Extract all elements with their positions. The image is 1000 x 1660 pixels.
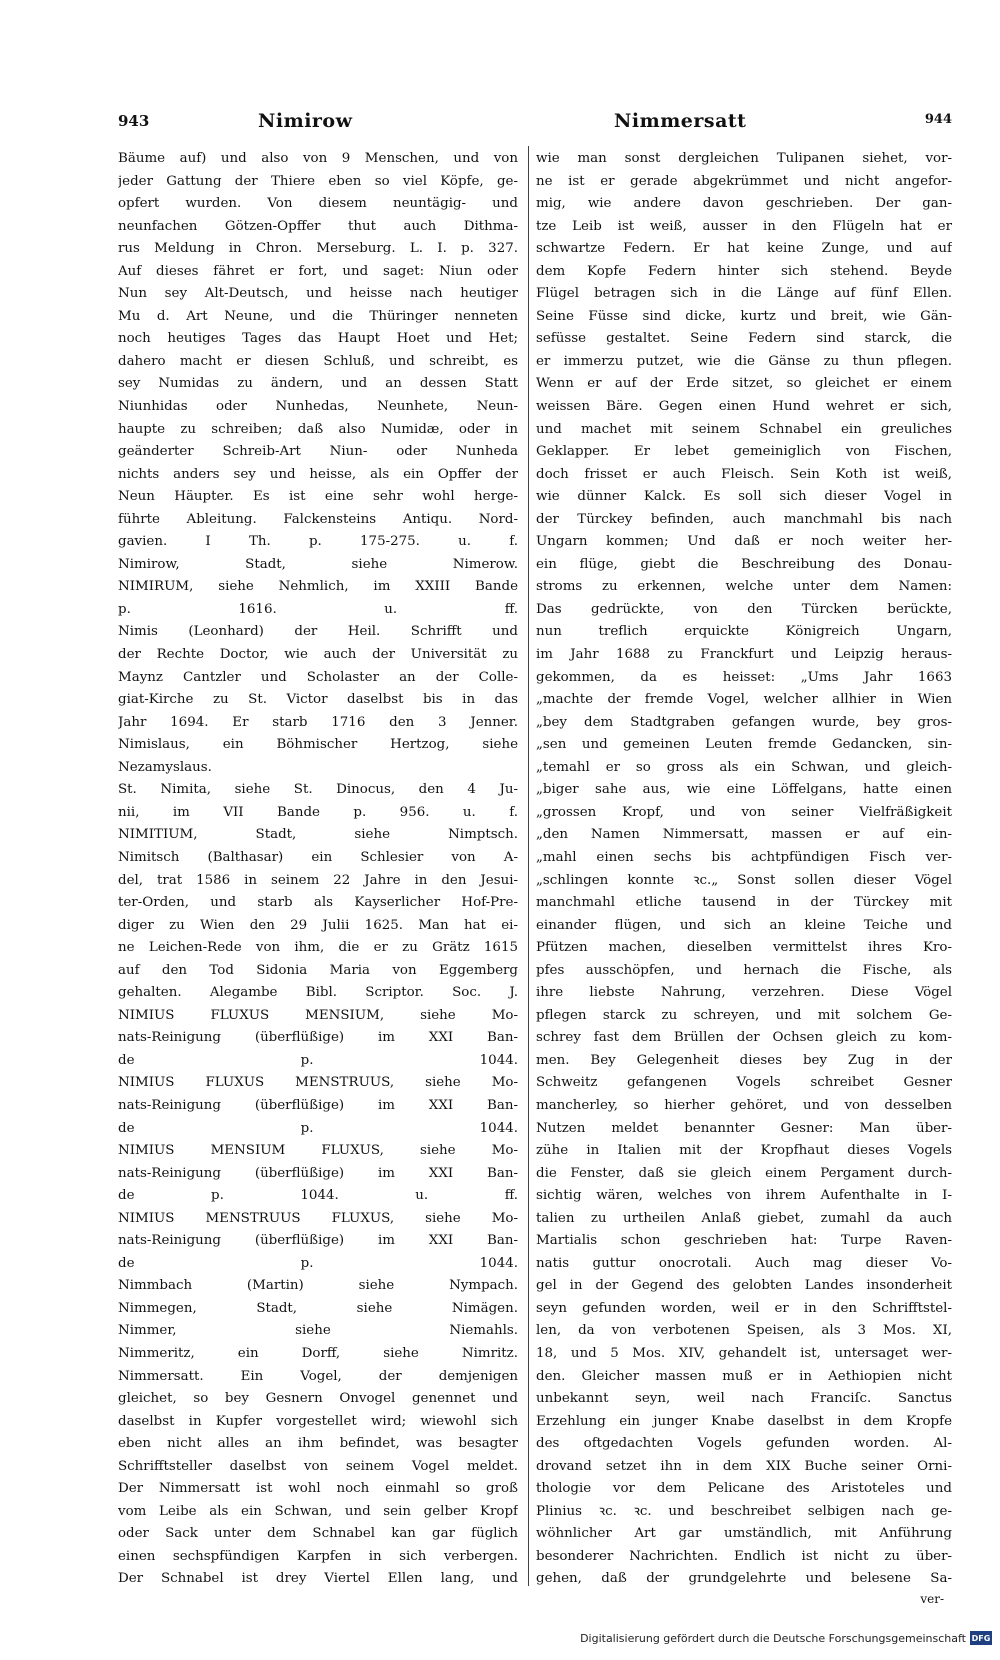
text-line: Seine Füsse sind dicke, kurtz und breit, wie Gän- bbox=[536, 308, 952, 324]
text-line: stroms zu erkennen, welche unter dem Namen: bbox=[536, 579, 952, 595]
text-line: ihre liebste Nahrung, verzehren. Diese Vögel bbox=[536, 985, 952, 1001]
text-line: Das gedrückte, von den Türcken berückte, bbox=[536, 601, 952, 617]
text-line: drovand setzet ihn in dem XIX Buche seiner Orni- bbox=[536, 1458, 952, 1474]
text-line: gavien. I Th. p. 175-275. u. f. bbox=[118, 534, 518, 550]
text-line: dahero macht er diesen Schluß, und schreibt, es bbox=[118, 353, 518, 369]
text-line: de p. 1044. bbox=[118, 1255, 518, 1271]
book-page bbox=[118, 110, 952, 1606]
text-line: Wenn er auf der Erde sitzet, so gleichet er einem bbox=[536, 376, 952, 392]
text-line: „bey dem Stadtgraben gefangen wurde, bey gros- bbox=[536, 714, 952, 730]
text-line: „biger sahe aus, wie eine Löffelgans, hatte einen bbox=[536, 782, 952, 798]
text-line: Nimis (Leonhard) der Heil. Schrifft und bbox=[118, 624, 518, 640]
text-line: Erzehlung ein junger Knabe daselbst in dem Kropfe bbox=[536, 1413, 952, 1429]
text-line: manchmahl etliche tausend in der Türckey mit bbox=[536, 895, 952, 911]
text-line: opfert wurden. Von diesem neuntägig- und bbox=[118, 196, 518, 212]
text-line: Nimmegen, Stadt, siehe Nimägen. bbox=[118, 1300, 518, 1316]
text-line: im Jahr 1688 zu Franckfurt und Leipzig heraus- bbox=[536, 647, 952, 663]
text-line: Niunhidas oder Nunhedas, Neunhete, Neun- bbox=[118, 399, 518, 415]
text-line: oder Sack unter dem Schnabel kan gar füglich bbox=[118, 1526, 518, 1542]
text-line: St. Nimita, siehe St. Dinocus, den 4 Ju- bbox=[118, 782, 518, 798]
text-line: seyn gefunden worden, weil er in den Schrifftstel- bbox=[536, 1300, 952, 1316]
text-line: Nimislaus, ein Böhmischer Hertzog, siehe bbox=[118, 737, 518, 753]
text-line: Schweitz gefangenen Vogels schreibet Gesner bbox=[536, 1075, 952, 1091]
text-line: besonderer Nachrichten. Endlich ist nicht zu über- bbox=[536, 1548, 952, 1564]
text-line: haupte zu schreiben; daß also Numidæ, oder in bbox=[118, 421, 518, 437]
text-line: de p. 1044. u. ff. bbox=[118, 1188, 518, 1204]
text-line: natis guttur onocrotali. Auch mag dieser Vo- bbox=[536, 1255, 952, 1271]
text-line: neunfachen Götzen-Opffer thut auch Dithma- bbox=[118, 218, 518, 234]
text-line: die Fenster, daß sie gleich einem Pergament durch- bbox=[536, 1165, 952, 1181]
text-line: daselbst in Kupfer vorgestellet wird; wiewohl sich bbox=[118, 1413, 518, 1429]
text-line: de p. 1044. bbox=[118, 1052, 518, 1068]
text-line: tze Leib ist weiß, ausser in den Flügeln hat er bbox=[536, 218, 952, 234]
text-line: Der Schnabel ist drey Viertel Ellen lang, und bbox=[118, 1571, 518, 1587]
text-line: zühe in Italien mit der Kropfhaut dieses Vogels bbox=[536, 1143, 952, 1159]
text-line: Nimmbach (Martin) siehe Nympach. bbox=[118, 1278, 518, 1294]
text-line: pflegen starck zu schreyen, und mit solchem Ge- bbox=[536, 1007, 952, 1023]
text-line: nichts anders sey und heisse, als ein Opffer der bbox=[118, 466, 518, 482]
text-line: Auf dieses fähret er fort, und saget: Niun oder bbox=[118, 263, 518, 279]
text-line: NIMITIUM, Stadt, siehe Nimptsch. bbox=[118, 827, 518, 843]
right-text-column bbox=[536, 148, 952, 1588]
text-line: Schrifftsteller daselbst von seinem Vogel meldet. bbox=[118, 1458, 518, 1474]
text-line: schrey fast dem Brüllen der Ochsen gleich zu kom- bbox=[536, 1030, 952, 1046]
text-line: unbekannt seyn, weil nach Franciſc. Sanctus bbox=[536, 1391, 952, 1407]
text-line: ne Leichen-Rede von ihm, die er zu Grätz 1615 bbox=[118, 940, 518, 956]
text-line: Bäume auf) und also von 9 Menschen, und von bbox=[118, 151, 518, 166]
text-line: Nimmersatt. Ein Vogel, der demjenigen bbox=[118, 1368, 518, 1384]
text-line: einander flügen, und sich an kleine Teiche und bbox=[536, 917, 952, 933]
text-line: NIMIRUM, siehe Nehmlich, im XXIII Bande bbox=[118, 579, 518, 595]
page-number-right: 944 bbox=[924, 112, 952, 127]
text-line: diger zu Wien den 29 Julii 1625. Man hat ei- bbox=[118, 917, 518, 933]
text-line: dem Kopfe Federn hinter sich stehend. Beyde bbox=[536, 263, 952, 279]
text-line: pfes ausschöpfen, und hernach die Fische, als bbox=[536, 962, 952, 978]
text-line: wöhnlicher Art gar umständlich, mit Anführung bbox=[536, 1526, 952, 1542]
text-line: sefüsse gestaltet. Seine Federn sind starck, die bbox=[536, 331, 952, 347]
text-line: nats-Reinigung (überflüßige) im XXI Ban- bbox=[118, 1233, 518, 1249]
text-line: sey Numidas zu ändern, und an dessen Statt bbox=[118, 376, 518, 392]
text-line: und machet mit seinem Schnabel ein greuliches bbox=[536, 421, 952, 437]
text-line: Plinius ꝛc. ꝛc. und beschreibet selbigen nach ge- bbox=[536, 1503, 952, 1519]
text-line: noch heutiges Tages das Haupt Hoet und Het; bbox=[118, 331, 518, 347]
text-line: weissen Bäre. Gegen einen Hund wehret er sich, bbox=[536, 399, 952, 415]
text-line: Nutzen meldet benannter Gesner: Man über- bbox=[536, 1120, 952, 1136]
running-head-right: Nimmersatt bbox=[614, 110, 747, 132]
text-line: Nimirow, Stadt, siehe Nimerow. bbox=[118, 556, 518, 572]
text-line: Nun sey Alt-Deutsch, und heisse nach heutiger bbox=[118, 286, 518, 302]
text-line: 18, und 5 Mos. XIV, gehandelt ist, untersaget wer- bbox=[536, 1345, 952, 1361]
text-line: rus Meldung in Chron. Merseburg. L. I. p. 327. bbox=[118, 241, 518, 257]
text-line: sichtig wären, welches von ihrem Aufenthalte in I- bbox=[536, 1188, 952, 1204]
text-line: Maynz Cantzler und Scholaster an der Colle- bbox=[118, 669, 518, 685]
text-line: gleichet, so bey Gesnern Onvogel genennet und bbox=[118, 1391, 518, 1407]
text-line: Flügel betragen sich in die Länge auf fünf Ellen. bbox=[536, 286, 952, 302]
text-line: del, trat 1586 in seinem 22 Jahre in den Jesui- bbox=[118, 872, 518, 888]
text-line: „temahl er so gross als ein Schwan, und gleich- bbox=[536, 759, 952, 775]
text-line: NIMIUS MENSTRUUS FLUXUS, siehe Mo- bbox=[118, 1210, 518, 1226]
text-line: jeder Gattung der Thiere eben so viel Köpfe, ge- bbox=[118, 173, 518, 189]
text-line: Nimmer, siehe Niemahls. bbox=[118, 1323, 518, 1339]
running-head-left: Nimirow bbox=[258, 110, 353, 132]
text-line: führte Ableitung. Falckensteins Antiqu. Nord- bbox=[118, 511, 518, 527]
text-line: ter-Orden, und starb als Kayserlicher Hof-Pre- bbox=[118, 895, 518, 911]
text-line: Ungarn kommen; Und daß er noch weiter her- bbox=[536, 534, 952, 550]
text-line: wie dünner Kalck. Es soll sich dieser Vogel in bbox=[536, 489, 952, 505]
text-line: ein flüge, giebt die Beschreibung des Donau- bbox=[536, 556, 952, 572]
text-line: eben nicht alles an ihm befindet, was besagter bbox=[118, 1436, 518, 1452]
text-line: Mu d. Art Neune, und die Thüringer nenneten bbox=[118, 308, 518, 324]
text-line: gekommen, da es heisset: „Ums Jahr 1663 bbox=[536, 669, 952, 685]
text-line: schwartze Federn. Er hat keine Zunge, und auf bbox=[536, 241, 952, 257]
text-line: nun treflich erquickte Königreich Ungarn, bbox=[536, 624, 952, 640]
text-line: „den Namen Nimmersatt, massen er auf ein- bbox=[536, 827, 952, 843]
text-line: „schlingen konnte ꝛc.„ Sonst sollen dieser Vögel bbox=[536, 872, 952, 888]
text-line: len, da von verbotenen Speisen, als 3 Mos. XI, bbox=[536, 1323, 952, 1339]
text-line: den. Gleicher massen muß er in Aethiopien nicht bbox=[536, 1368, 952, 1384]
column-divider bbox=[528, 146, 529, 1586]
text-line: mig, wie andere davon geschrieben. Der gan- bbox=[536, 196, 952, 212]
text-line: talien zu urtheilen Anlaß giebet, zumahl da auch bbox=[536, 1210, 952, 1226]
text-line: gel in der Gegend des gelobten Landes insonderheit bbox=[536, 1278, 952, 1294]
text-line: Pfützen machen, dieselben vermittelst ihres Kro- bbox=[536, 940, 952, 956]
text-line: „grossen Kropf, und von seiner Vielfräßigkeit bbox=[536, 804, 952, 820]
text-line: Martialis schon geschrieben hat: Turpe Raven- bbox=[536, 1233, 952, 1249]
catchword: ver- bbox=[920, 1592, 944, 1606]
text-line: nats-Reinigung (überflüßige) im XXI Ban- bbox=[118, 1030, 518, 1046]
text-line: p. 1616. u. ff. bbox=[118, 601, 518, 617]
text-line: gehalten. Alegambe Bibl. Scriptor. Soc. J. bbox=[118, 985, 518, 1001]
text-line: wie man sonst dergleichen Tulipanen siehet, vor- bbox=[536, 151, 952, 166]
text-line: „sen und gemeinen Leuten fremde Gedancken, sin- bbox=[536, 737, 952, 753]
text-line: NIMIUS FLUXUS MENSTRUUS, siehe Mo- bbox=[118, 1075, 518, 1091]
text-line: nats-Reinigung (überflüßige) im XXI Ban- bbox=[118, 1097, 518, 1113]
text-line: auf den Tod Sidonia Maria von Eggemberg bbox=[118, 962, 518, 978]
text-line: geänderter Schreib-Art Niun- oder Nunheda bbox=[118, 444, 518, 460]
text-line: Nezamyslaus. bbox=[118, 759, 212, 775]
page-number-left: 943 bbox=[118, 112, 150, 130]
text-line: thologie vor dem Pelicane des Aristoteles und bbox=[536, 1481, 952, 1497]
text-line: doch frisset er auch Fleisch. Sein Koth ist weiß, bbox=[536, 466, 952, 482]
left-text-column bbox=[118, 148, 518, 1588]
text-line: nii, im VII Bande p. 956. u. f. bbox=[118, 804, 518, 820]
text-line: Jahr 1694. Er starb 1716 den 3 Jenner. bbox=[118, 714, 518, 730]
footer-text: Digitalisierung gefördert durch die Deutsche Forschungsgemeinschaft bbox=[580, 1631, 966, 1645]
text-line: de p. 1044. bbox=[118, 1120, 518, 1136]
text-line: gehen, daß der grundgelehrte und belesene Sa- bbox=[536, 1571, 952, 1587]
text-line: Neun Häupter. Es ist eine sehr wohl herge- bbox=[118, 489, 518, 505]
dfg-logo: DFG bbox=[970, 1631, 992, 1645]
text-line: vom Leibe als ein Schwan, und sein gelber Kropf bbox=[118, 1503, 518, 1519]
text-line: „mahl einen sechs bis achtpfündigen Fisch ver- bbox=[536, 849, 952, 865]
text-line: Nimmeritz, ein Dorff, siehe Nimritz. bbox=[118, 1345, 518, 1361]
text-line: nats-Reinigung (überflüßige) im XXI Ban- bbox=[118, 1165, 518, 1181]
text-line: NIMIUS MENSIUM FLUXUS, siehe Mo- bbox=[118, 1143, 518, 1159]
text-line: mancherley, so hierher gehöret, und von desselben bbox=[536, 1097, 952, 1113]
text-line: des oftgedachten Vogels gefunden worden. Al- bbox=[536, 1436, 952, 1452]
text-line: men. Bey Gelegenheit dieses bey Zug in der bbox=[536, 1052, 952, 1068]
text-line: „machte der fremde Vogel, welcher allhier in Wien bbox=[536, 692, 952, 708]
text-line: NIMIUS FLUXUS MENSIUM, siehe Mo- bbox=[118, 1007, 518, 1023]
text-line: der Türckey befinden, auch manchmahl bis nach bbox=[536, 511, 952, 527]
text-line: Geklapper. Er lebet gemeiniglich von Fischen, bbox=[536, 444, 952, 460]
text-line: er immerzu putzet, wie die Gänse zu thun pflegen. bbox=[536, 353, 952, 369]
text-line: der Rechte Doctor, wie auch der Universität zu bbox=[118, 647, 518, 663]
text-line: einen sechspfündigen Karpfen in sich verbergen. bbox=[118, 1548, 518, 1564]
text-line: Der Nimmersatt ist wohl noch einmahl so groß bbox=[118, 1481, 518, 1497]
text-line: giat-Kirche zu St. Victor daselbst bis in das bbox=[118, 692, 518, 708]
text-line: ne ist er gerade abgekrümmet und nicht angefor- bbox=[536, 173, 952, 189]
footer-credit bbox=[580, 1630, 992, 1646]
text-line: Nimitsch (Balthasar) ein Schlesier von A- bbox=[118, 849, 518, 865]
